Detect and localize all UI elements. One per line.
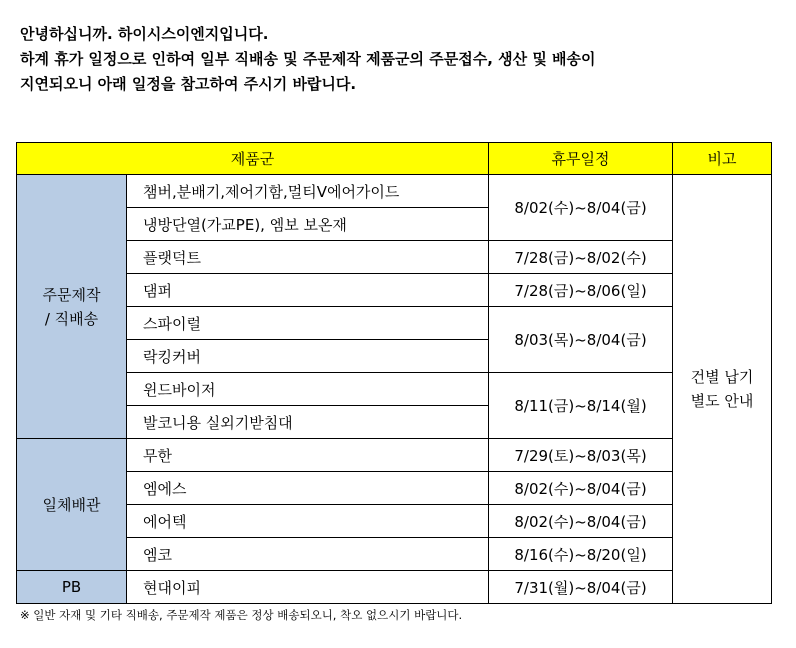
footnote: ※ 일반 자재 및 기타 직배송, 주문제작 제품은 정상 배송되오니, 착오 없으시기 바랍니다. xyxy=(20,608,463,622)
date-cell: 8/02(수)~8/04(금) xyxy=(489,175,673,241)
product-cell: 냉방단열(가교PE), 엠보 보온재 xyxy=(127,208,489,241)
product-cell: 플랫덕트 xyxy=(127,241,489,274)
note-cell xyxy=(673,175,772,604)
product-cell: 챔버,분배기,제어기함,멀티V에어가이드 xyxy=(127,175,489,208)
header-product: 제품군 xyxy=(17,143,489,175)
header-note: 비고 xyxy=(673,143,772,175)
table-row xyxy=(17,241,772,274)
table-row xyxy=(17,373,772,406)
product-cell: 현대이피 xyxy=(127,571,489,604)
note-line1: 건별 납기 xyxy=(690,368,754,386)
product-cell: 락킹커버 xyxy=(127,340,489,373)
intro-text xyxy=(20,22,596,97)
intro-line-2: 하계 휴가 일정으로 인하여 일부 직배송 및 주문제작 제품군의 주문접수, 생산 및 배송이 xyxy=(20,50,596,68)
date-cell: 8/02(수)~8/04(금) xyxy=(489,472,673,505)
table-row xyxy=(17,439,772,472)
table-row xyxy=(17,571,772,604)
product-cell: 에어텍 xyxy=(127,505,489,538)
group-vendor: 일체배관 xyxy=(17,439,127,571)
date-cell: 7/28(금)~8/06(일) xyxy=(489,274,673,307)
date-cell: 7/29(토)~8/03(목) xyxy=(489,439,673,472)
table-header-row xyxy=(17,143,772,175)
product-cell: 발코니용 실외기받침대 xyxy=(127,406,489,439)
date-cell: 8/16(수)~8/20(일) xyxy=(489,538,673,571)
intro-line-1: 안녕하십니까. 하이시스이엔지입니다. xyxy=(20,25,269,43)
note-line2: 별도 안내 xyxy=(690,392,754,410)
date-cell: 8/03(목)~8/04(금) xyxy=(489,307,673,373)
table-row xyxy=(17,175,772,208)
product-cell: 엠코 xyxy=(127,538,489,571)
group-pb: PB xyxy=(17,571,127,604)
date-cell: 8/02(수)~8/04(금) xyxy=(489,505,673,538)
table-row xyxy=(17,472,772,505)
table-row xyxy=(17,274,772,307)
product-cell: 무한 xyxy=(127,439,489,472)
group-custom-order xyxy=(17,175,127,439)
header-holiday: 휴무일정 xyxy=(489,143,673,175)
holiday-schedule-table xyxy=(16,142,772,604)
product-cell: 스파이럴 xyxy=(127,307,489,340)
product-cell: 윈드바이저 xyxy=(127,373,489,406)
intro-line-3: 지연되오니 아래 일정을 참고하여 주시기 바랍니다. xyxy=(20,75,357,93)
table-row xyxy=(17,538,772,571)
date-cell: 7/31(월)~8/04(금) xyxy=(489,571,673,604)
date-cell: 7/28(금)~8/02(수) xyxy=(489,241,673,274)
table-row xyxy=(17,505,772,538)
date-cell: 8/11(금)~8/14(월) xyxy=(489,373,673,439)
group-label-line1: 주문제작 xyxy=(42,285,101,304)
product-cell: 댐퍼 xyxy=(127,274,489,307)
table-row xyxy=(17,307,772,340)
product-cell: 엠에스 xyxy=(127,472,489,505)
group-label-line2: / 직배송 xyxy=(44,309,99,328)
